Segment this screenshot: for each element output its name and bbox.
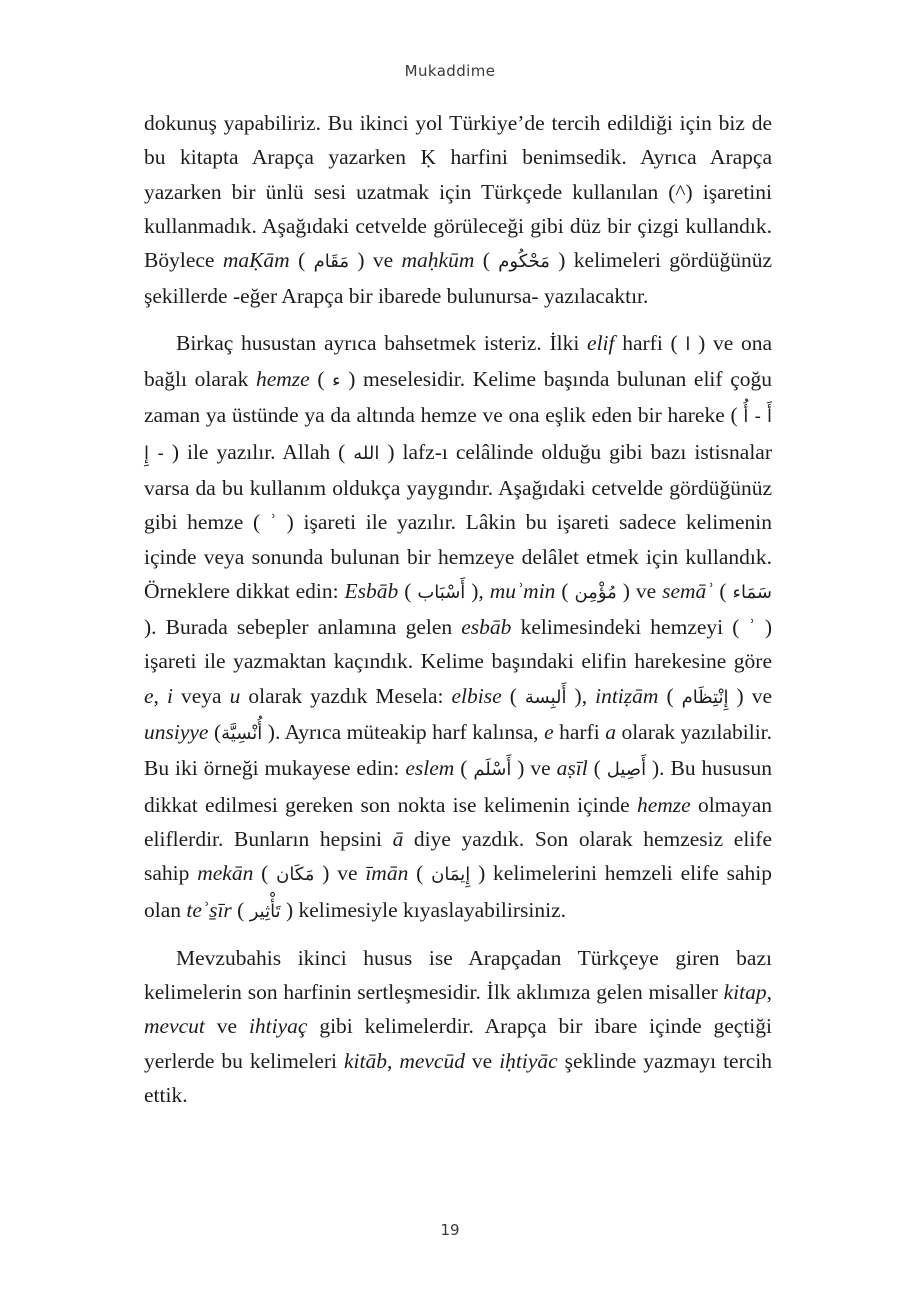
text-run: ) ile yazılır. Allah ( — [163, 439, 354, 464]
arabic-term: أَلبِسة — [524, 686, 567, 708]
text-run: ( — [474, 248, 499, 273]
paragraph — [144, 941, 772, 1112]
italic-term: muʾmin — [489, 578, 556, 603]
text-run: ). Ayrıca müteakip harf kalınsa, — [262, 720, 545, 745]
arabic-term: أُنْسِيَّة — [221, 723, 263, 745]
text-run: ) meselesidir. Kelime başında bulunan elif çoğu zaman ya üstünde ya da altında hemze ve ona eşlik eden bir hareke ( — [144, 367, 772, 428]
arabic-term: تَأْثِير — [249, 900, 281, 922]
text-run: ( — [408, 861, 432, 886]
text-run: ( — [309, 367, 333, 392]
text-run: ) ve — [348, 248, 402, 273]
arabic-term: أَسْبَاب — [417, 581, 466, 603]
arabic-term: إِنْتِظَام — [681, 686, 729, 708]
text-run: , — [766, 980, 772, 1005]
italic-term: intiẓām — [595, 683, 659, 708]
text-run: veya — [172, 683, 230, 708]
italic-term: ihtiyaç — [248, 1014, 308, 1039]
paragraph — [144, 106, 772, 314]
text-run: olarak yazılabilir. Bu iki örneği mukayese edin: — [144, 720, 773, 781]
italic-term: mevcūd — [399, 1048, 465, 1073]
text-run: ) kelimeleri gördüğünüz şekillerde -eğer Arapça bir ibarede bulunursa- yazılacaktır. — [144, 248, 772, 309]
italic-term: u — [229, 683, 241, 708]
italic-term: maḥkūm — [401, 248, 475, 273]
arabic-term: مُؤْمِن — [574, 581, 617, 603]
italic-term: Esbāb — [344, 578, 399, 603]
body-text — [144, 106, 772, 1124]
text-run: ) ve — [511, 756, 557, 781]
page-number: 19 — [440, 1221, 460, 1239]
italic-term: elbise — [451, 683, 502, 708]
text-run: harfi — [553, 720, 606, 745]
text-run: olmayan eliflerdir. Bunların hepsini — [144, 792, 772, 851]
text-run: ve — [464, 1048, 500, 1073]
italic-term: elif — [587, 330, 615, 355]
italic-term: aṣīl — [556, 756, 588, 781]
text-run: ) ve — [616, 578, 663, 603]
text-run: ( — [253, 861, 277, 886]
text-run: ) lafz-ı celâlinde olduğu gibi bazı istisnalar varsa da bu kullanım oldukça yaygındır. Aşağıdaki cetvelde gördüğünüz gibi hemze ( ʾ ) işareti ile yazılır. Lâkin bu işareti sadece kelimenin içinde veya sonunda bulunan bir hemzeye delâlet etmek için kullandık. Örneklere dikkat edin: — [144, 439, 772, 603]
text-run: ( — [208, 720, 222, 745]
italic-term: esbāb — [461, 615, 512, 640]
text-run: ). Burada sebepler anlamına gelen — [144, 615, 462, 640]
text-run: ve — [204, 1014, 249, 1039]
text-run: ( — [398, 578, 418, 603]
text-run: ), — [566, 683, 596, 708]
italic-term: a — [605, 720, 616, 745]
text-run: ( — [231, 897, 250, 922]
arabic-term: مَقَام — [313, 251, 349, 273]
text-run: , — [386, 1048, 400, 1073]
text-run: ( — [587, 756, 607, 781]
text-run: ( — [289, 248, 314, 273]
paragraph — [144, 326, 772, 929]
arabic-term: سَمَاء — [732, 581, 772, 603]
running-head: Mukaddime — [404, 62, 496, 80]
text-run: Birkaç husustan ayrıca bahsetmek isteriz. İlki — [176, 330, 588, 355]
arabic-term: ا — [685, 333, 691, 355]
text-run: diye yazdık. Son olarak hemzesiz elife sahip — [144, 826, 772, 886]
italic-term: īmān — [365, 861, 409, 886]
text-run: kelimesindeki hemzeyi ( ʾ ) işareti ile yazmaktan kaçındık. Kelime başındaki elifin harekesine göre — [144, 615, 773, 674]
italic-term: i — [166, 683, 173, 708]
arabic-term: ء — [332, 370, 341, 392]
arabic-term: إِيمَان — [431, 864, 471, 886]
text-run: harfi ( — [614, 330, 686, 355]
arabic-term: مَحْكُوم — [498, 251, 550, 273]
italic-term: e — [544, 720, 554, 745]
italic-term: hemze — [255, 367, 310, 392]
italic-term: eslem — [405, 756, 455, 781]
text-run: şeklinde yazmayı tercih ettik. — [144, 1048, 773, 1108]
text-run: ( — [713, 578, 733, 603]
text-run: dokunuş yapabiliriz. Bu ikinci yol Türkiye’de tercih edildiği için biz de bu kitapta Arapça yazarken Ḳ harfini benimsedik. Ayrıca Arapça yazarken bir ünlü sesi uzatmak için Türkçede kullanılan (^) işaretini kullanmadık. Aşağıdaki cetvelde görüleceği gibi düz bir çizgi kullandık. Böylece — [144, 111, 772, 273]
text-run: , — [153, 683, 167, 708]
text-run: gibi kelimelerdir. Arapça bir ibare içinde geçtiği yerlerde bu kelimeleri — [144, 1014, 773, 1073]
text-run: ) ve — [728, 683, 773, 708]
italic-term: mekān — [197, 861, 254, 886]
italic-term: maḲām — [222, 248, 290, 273]
italic-term: unsiyye — [144, 720, 209, 745]
text-run: ) ve ona bağlı olarak — [144, 330, 773, 392]
text-run: ) ve — [314, 861, 366, 886]
text-run: ) kelimelerini hemzeli elife sahip olan — [144, 861, 772, 922]
text-run: ) kelimesiyle kıyaslayabilirsiniz. — [280, 897, 566, 922]
arabic-term: أَصِيل — [606, 759, 647, 781]
text-run: Mevzubahis ikinci husus ise Arapçadan Türkçeye giren bazı kelimelerin son harfinin sertleşmesidir. İlk aklımıza gelen misaller — [144, 945, 772, 1005]
italic-term: kitāb — [343, 1048, 387, 1073]
text-run: ). Bu hususun dikkat edilmesi gereken son nokta ise kelimenin içinde — [144, 756, 773, 817]
italic-term: iḥtiyāc — [499, 1048, 558, 1073]
italic-term: teʾs̱īr — [186, 897, 232, 922]
arabic-term: مَكَان — [276, 864, 315, 886]
text-run: olarak yazdık Mesela: — [240, 683, 452, 708]
arabic-term: أَسْلَم — [473, 759, 512, 781]
italic-term: e — [144, 683, 154, 708]
text-run: ), — [465, 578, 490, 603]
text-run: ( — [454, 756, 474, 781]
arabic-term: أَ - أُ - إِ — [144, 406, 772, 464]
text-run: ( — [501, 683, 525, 708]
text-run: ( — [555, 578, 575, 603]
italic-term: hemze — [636, 792, 691, 817]
italic-term: mevcut — [144, 1014, 205, 1039]
text-run: ( — [658, 683, 682, 708]
italic-term: kitap — [723, 980, 767, 1005]
italic-term: semāʾ — [662, 578, 714, 603]
arabic-term: الله — [353, 442, 380, 464]
italic-term: ā — [392, 826, 404, 851]
